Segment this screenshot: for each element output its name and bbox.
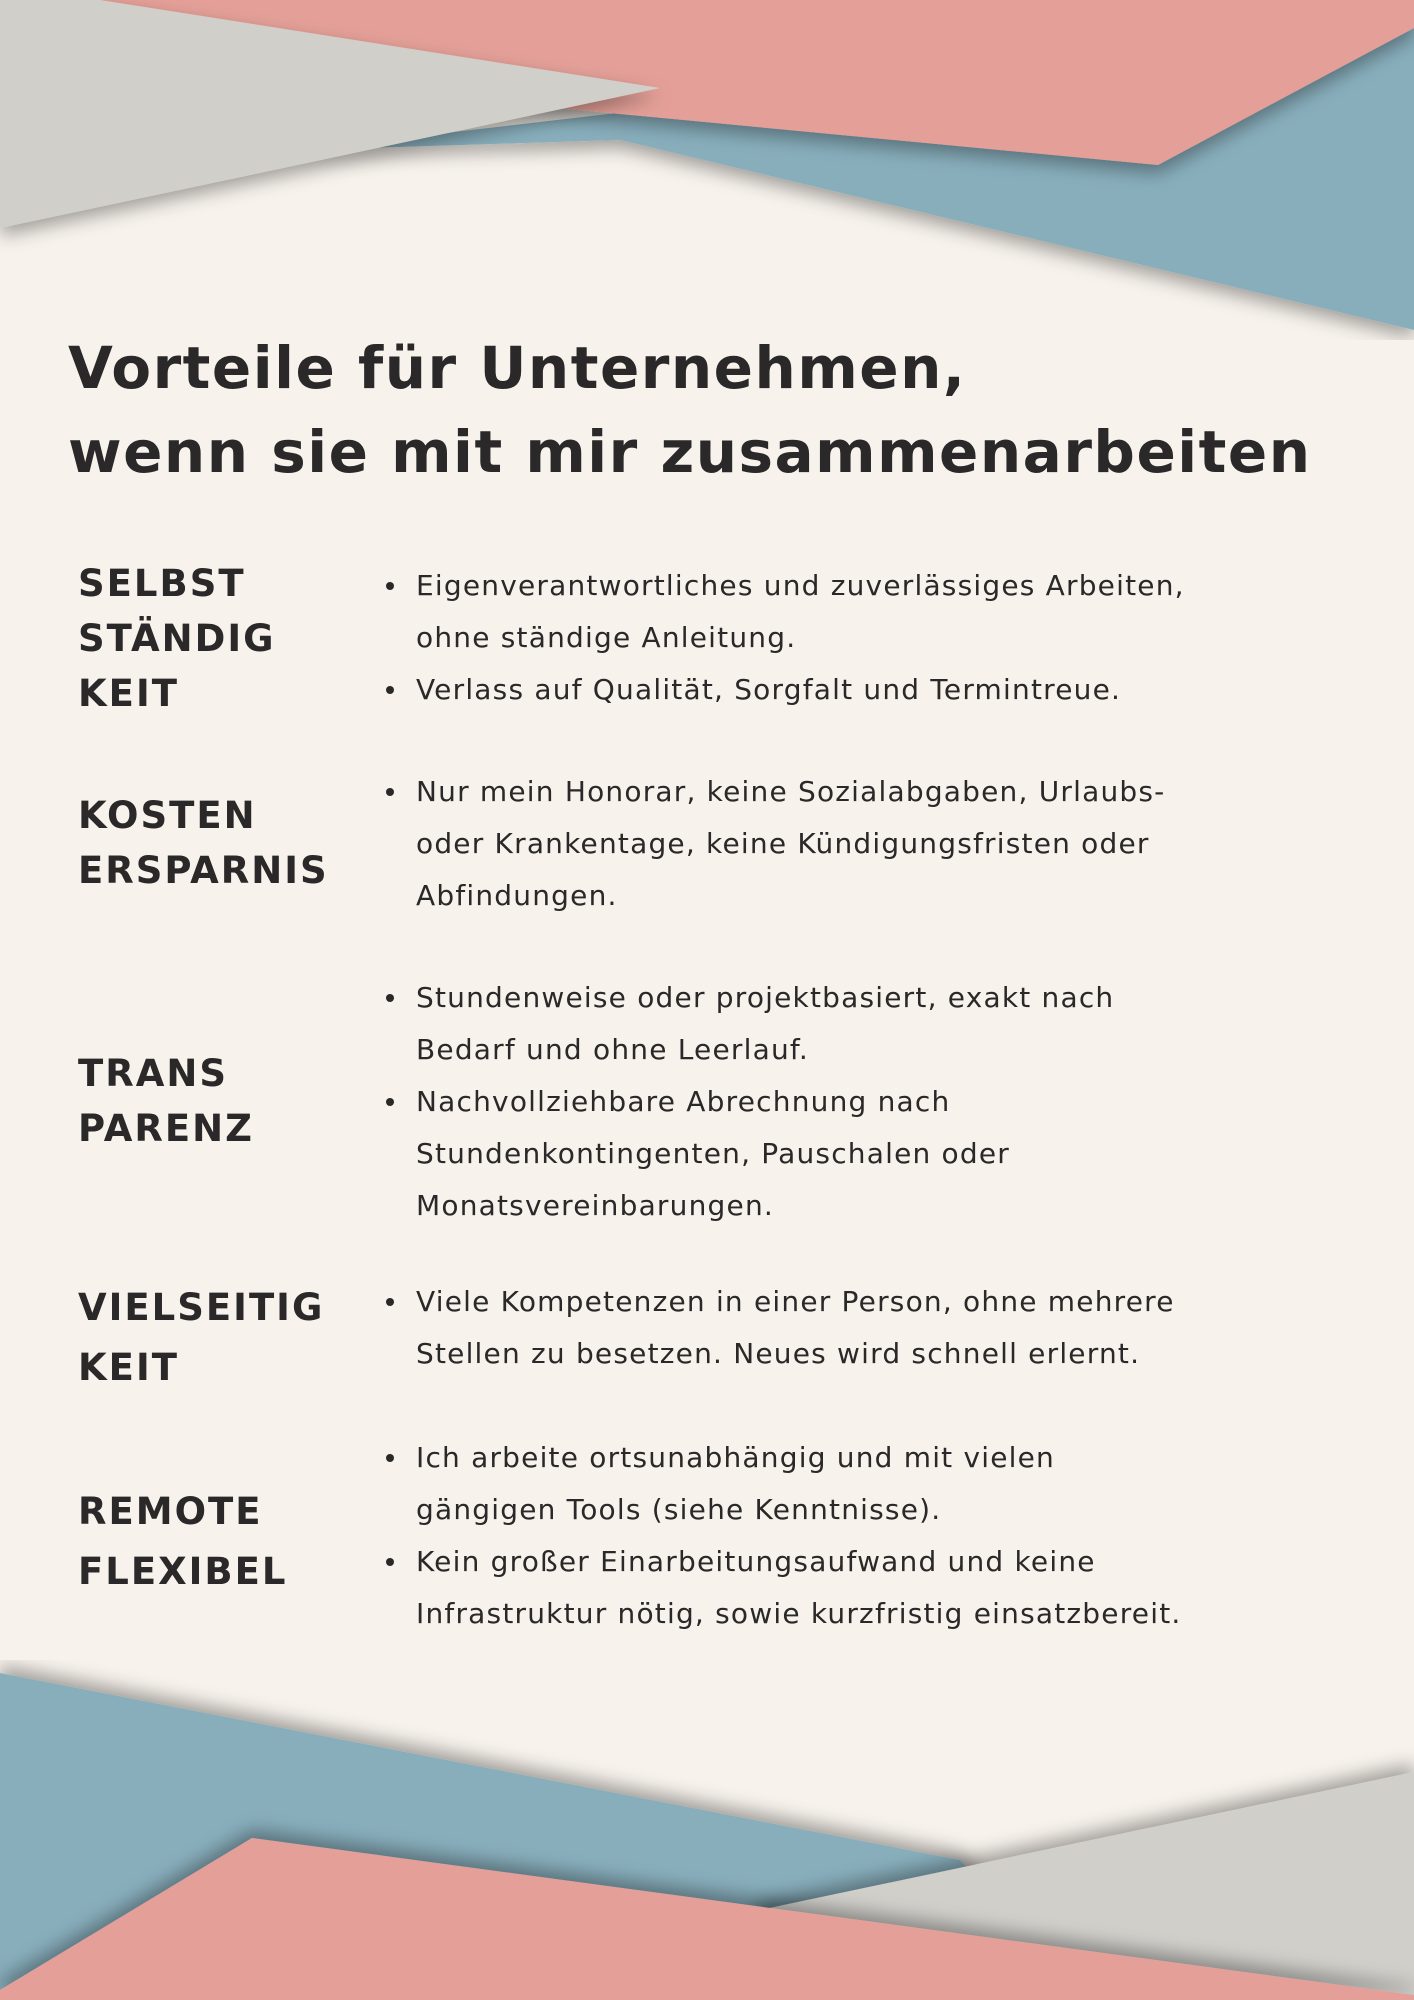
title-line-1: Vorteile für Unternehmen, [68, 334, 967, 402]
bullet-text: Eigenverantwortliches und zuverlässiges Arbeiten, [416, 569, 1185, 602]
bullet-text: Monatsvereinbarungen. [416, 1189, 774, 1222]
top-grey-shape [0, 0, 660, 228]
bullet-item [380, 664, 1360, 716]
bottom-decoration [0, 1660, 1414, 2000]
bullet-list [380, 1432, 1360, 1640]
bullet-item [380, 1432, 1360, 1536]
section-label [78, 1278, 378, 1398]
bullet-text: Bedarf und ohne Leerlauf. [416, 1033, 810, 1066]
top-decoration [0, 0, 1414, 340]
bullet-item [380, 766, 1360, 922]
bullet-text: ohne ständige Anleitung. [416, 621, 797, 654]
bullet-text: Abfindungen. [416, 879, 618, 912]
top-pink-shape [60, 0, 1414, 165]
bullet-text: Stellen zu besetzen. Neues wird schnell erlernt. [416, 1337, 1141, 1370]
label-line: ERSPARNIS [78, 849, 329, 892]
bullet-text: Stundenweise oder projektbasiert, exakt nach [416, 981, 1115, 1014]
label-line: KEIT [78, 672, 179, 715]
bullet-item [380, 1536, 1360, 1640]
bullet-text: gängigen Tools (siehe Kenntnisse). [416, 1493, 942, 1526]
bullet-text: oder Krankentage, keine Kündigungsfristen oder [416, 827, 1150, 860]
bullet-list [380, 1276, 1360, 1380]
section-label [78, 1482, 378, 1602]
label-line: KEIT [78, 1346, 179, 1389]
label-line: TRANS [78, 1052, 228, 1095]
top-blue-shape [300, 20, 1414, 330]
bullet-item [380, 560, 1360, 664]
bullet-item [380, 1276, 1360, 1380]
bullet-text: Nachvollziehbare Abrechnung nach [416, 1085, 951, 1118]
bottom-pink-shape [0, 1838, 1414, 2000]
bullet-text: Nur mein Honorar, keine Sozialabgaben, Urlaubs- [416, 775, 1166, 808]
label-line: PARENZ [78, 1107, 254, 1150]
section-label [78, 788, 378, 898]
bullet-list [380, 972, 1360, 1232]
section-label [78, 556, 378, 721]
label-line: VIELSEITIG [78, 1286, 325, 1329]
bullet-list [380, 560, 1360, 716]
label-line: STÄNDIG [78, 617, 276, 660]
label-line: FLEXIBEL [78, 1550, 288, 1593]
label-line: SELBST [78, 562, 246, 605]
bullet-text: Kein großer Einarbeitungsaufwand und keine [416, 1545, 1096, 1578]
bottom-grey-shape [720, 1772, 1414, 2000]
bullet-list [380, 766, 1360, 922]
label-line: KOSTEN [78, 794, 257, 837]
bottom-blue-shape [0, 1673, 1100, 2000]
title-line-2: wenn sie mit mir zusammenarbeiten [68, 418, 1312, 486]
bullet-item [380, 972, 1360, 1076]
section-label [78, 1046, 378, 1156]
bullet-text: Infrastruktur nötig, sowie kurzfristig einsatzbereit. [416, 1597, 1182, 1630]
bullet-text: Ich arbeite ortsunabhängig und mit vielen [416, 1441, 1055, 1474]
bullet-text: Viele Kompetenzen in einer Person, ohne mehrere [416, 1285, 1175, 1318]
bullet-text: Stundenkontingenten, Pauschalen oder [416, 1137, 1010, 1170]
bullet-text: Verlass auf Qualität, Sorgfalt und Termintreue. [416, 673, 1122, 706]
page-title [68, 326, 1368, 494]
label-line: REMOTE [78, 1490, 263, 1533]
bullet-item [380, 1076, 1360, 1232]
